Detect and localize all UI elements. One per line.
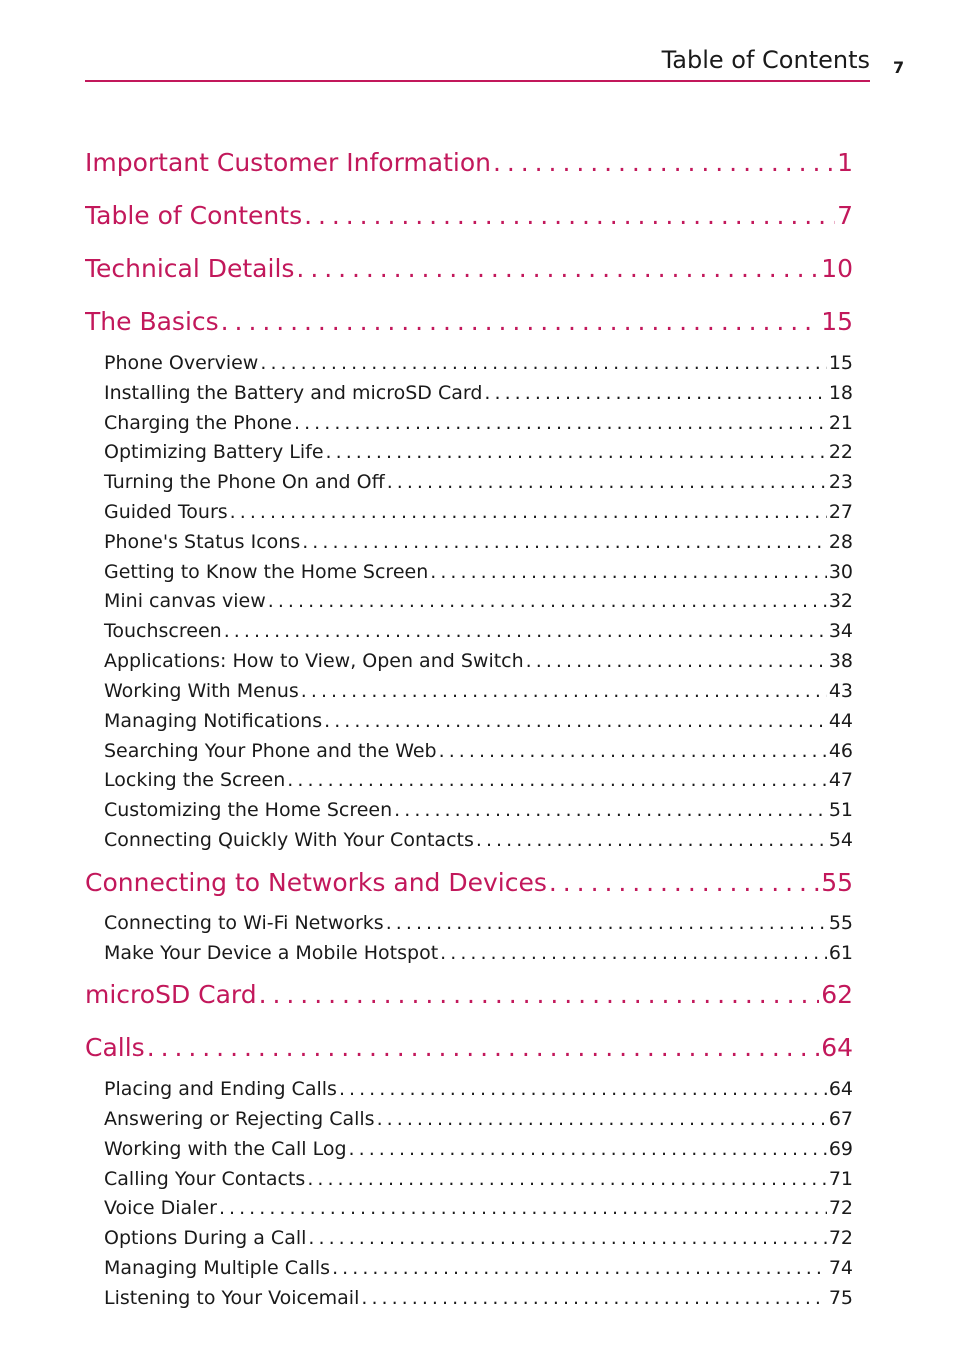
toc-entry-title: Listening to Your Voicemail [104,1287,360,1309]
toc-section-entry[interactable] [85,307,853,336]
toc-entry-page: 32 [828,590,853,612]
toc-entry-page: 18 [828,382,853,404]
toc-entry-page: 15 [828,352,853,374]
toc-entry-title: Installing the Battery and microSD Card [104,382,483,404]
toc-entry-page: 54 [828,829,853,851]
dot-leader [377,1108,827,1130]
toc-entry-title: Options During a Call [104,1227,307,1249]
toc-entry-title: Connecting to Networks and Devices [85,868,547,897]
toc-entry-page: 55 [828,912,853,934]
toc-entry-page: 30 [828,561,853,583]
dot-leader [230,501,827,523]
toc-subsection-entry[interactable] [85,531,853,553]
toc-subsection-entry[interactable] [85,382,853,404]
toc-entry-page: 72 [828,1227,853,1249]
toc-entry-title: Turning the Phone On and Off [104,471,385,493]
toc-entry-page: 51 [828,799,853,821]
toc-subsection-entry[interactable] [85,829,853,851]
dot-leader [526,650,827,672]
toc-entry-title: Applications: How to View, Open and Switch [104,650,524,672]
toc-entry-title: Guided Tours [104,501,228,523]
toc-entry-page: 1 [837,148,853,177]
toc-entry-title: Technical Details [85,254,295,283]
toc-entry-title: Placing and Ending Calls [104,1078,337,1100]
toc-entry-title: Connecting to Wi-Fi Networks [104,912,384,934]
toc-entry-title: The Basics [85,307,219,336]
toc-subsection-entry[interactable] [85,740,853,762]
toc-entry-page: 61 [828,942,853,964]
toc-subsection-entry[interactable] [85,680,853,702]
toc-entry-title: Voice Dialer [104,1197,217,1219]
toc-entry-page: 71 [828,1168,853,1190]
toc-entry-title: Optimizing Battery Life [104,441,324,463]
toc-entry-title: Make Your Device a Mobile Hotspot [104,942,439,964]
dot-leader [493,148,835,177]
toc-entry-page: 27 [828,501,853,523]
dot-leader [147,1033,819,1062]
toc-subsection-entry[interactable] [85,412,853,434]
toc-subsection-entry[interactable] [85,441,853,463]
toc-entry-title: Managing Multiple Calls [104,1257,331,1279]
toc-entry-page: 72 [828,1197,853,1219]
toc-section-entry[interactable] [85,148,853,177]
dot-leader [439,740,827,762]
toc-entry-page: 62 [821,980,853,1009]
toc-subsection-entry[interactable] [85,1197,853,1219]
dot-leader [476,829,827,851]
dot-leader [430,561,827,583]
toc-entry-title: Phone Overview [104,352,259,374]
toc-subsection-entry[interactable] [85,352,853,374]
toc-entry-title: Touchscreen [104,620,222,642]
toc-subsection-entry[interactable] [85,590,853,612]
toc-entry-title: Searching Your Phone and the Web [104,740,437,762]
toc-subsection-entry[interactable] [85,1108,853,1130]
toc-entry-title: Table of Contents [85,201,303,230]
toc-entry-page: 44 [828,710,853,732]
dot-leader [287,769,827,791]
toc-subsection-entry[interactable] [85,912,853,934]
toc-subsection-entry[interactable] [85,1227,853,1249]
toc-entry-page: 15 [821,307,853,336]
toc-entry-title: Calling Your Contacts [104,1168,306,1190]
toc-entry-page: 74 [828,1257,853,1279]
dot-leader [549,868,819,897]
dot-leader [387,471,827,493]
toc-subsection-entry[interactable] [85,769,853,791]
toc-subsection-entry[interactable] [85,1168,853,1190]
toc-entry-page: 28 [828,531,853,553]
toc-entry-page: 67 [828,1108,853,1130]
toc-subsection-entry[interactable] [85,1287,853,1309]
dot-leader [332,1257,827,1279]
toc-entry-title: Important Customer Information [85,148,491,177]
toc-entry-title: Working With Menus [104,680,299,702]
dot-leader [259,980,820,1009]
dot-leader [394,799,827,821]
header-divider [85,80,870,82]
dot-leader [308,1227,826,1249]
page-number: 7 [893,58,905,77]
toc-entry-title: Locking the Screen [104,769,286,791]
toc-entry-page: 38 [828,650,853,672]
dot-leader [221,307,820,336]
toc-entry-page: 69 [828,1138,853,1160]
toc-subsection-entry[interactable] [85,650,853,672]
toc-entry-page: 7 [837,201,853,230]
toc-subsection-entry[interactable] [85,942,853,964]
toc-entry-title: Connecting Quickly With Your Contacts [104,829,474,851]
page-header-title: Table of Contents [661,46,870,74]
toc-entry-title: Working with the Call Log [104,1138,347,1160]
toc-entry-title: Answering or Rejecting Calls [104,1108,375,1130]
dot-leader [440,942,827,964]
toc-entry-title: Mini canvas view [104,590,266,612]
toc-subsection-entry[interactable] [85,1138,853,1160]
toc-entry-page: 64 [828,1078,853,1100]
toc-entry-page: 10 [821,254,853,283]
toc-entry-page: 75 [828,1287,853,1309]
dot-leader [224,620,827,642]
toc-entry-title: microSD Card [85,980,257,1009]
toc-subsection-entry[interactable] [85,799,853,821]
toc-subsection-entry[interactable] [85,561,853,583]
toc-entry-page: 34 [828,620,853,642]
toc-entry-title: Managing Notifications [104,710,323,732]
dot-leader [361,1287,826,1309]
dot-leader [301,680,827,702]
dot-leader [294,412,827,434]
toc-entry-page: 22 [828,441,853,463]
toc-entry-title: Charging the Phone [104,412,292,434]
toc-entry-title: Phone's Status Icons [104,531,301,553]
toc-entry-title: Calls [85,1033,145,1062]
toc-entry-page: 23 [828,471,853,493]
dot-leader [219,1197,827,1219]
toc-section-entry[interactable] [85,254,853,283]
dot-leader [349,1138,827,1160]
toc-entry-page: 46 [828,740,853,762]
dot-leader [484,382,826,404]
dot-leader [302,531,827,553]
toc-entry-page: 55 [821,868,853,897]
toc-subsection-entry[interactable] [85,471,853,493]
toc-entry-title: Getting to Know the Home Screen [104,561,429,583]
toc-subsection-entry[interactable] [85,1078,853,1100]
toc-section-entry[interactable] [85,1033,853,1062]
dot-leader [268,590,827,612]
toc-entry-page: 64 [821,1033,853,1062]
toc-entry-page: 43 [828,680,853,702]
toc-subsection-entry[interactable] [85,620,853,642]
dot-leader [260,352,826,374]
toc-subsection-entry[interactable] [85,501,853,523]
toc-subsection-entry[interactable] [85,710,853,732]
dot-leader [304,201,835,230]
toc-entry-title: Customizing the Home Screen [104,799,393,821]
toc-entry-page: 21 [828,412,853,434]
dot-leader [296,254,819,283]
dot-leader [324,710,827,732]
toc-section-entry[interactable] [85,868,853,897]
toc-section-entry[interactable] [85,980,853,1009]
dot-leader [386,912,827,934]
dot-leader [326,441,827,463]
dot-leader [307,1168,827,1190]
toc-section-entry[interactable] [85,201,853,230]
toc-subsection-entry[interactable] [85,1257,853,1279]
dot-leader [339,1078,827,1100]
toc-entry-page: 47 [828,769,853,791]
